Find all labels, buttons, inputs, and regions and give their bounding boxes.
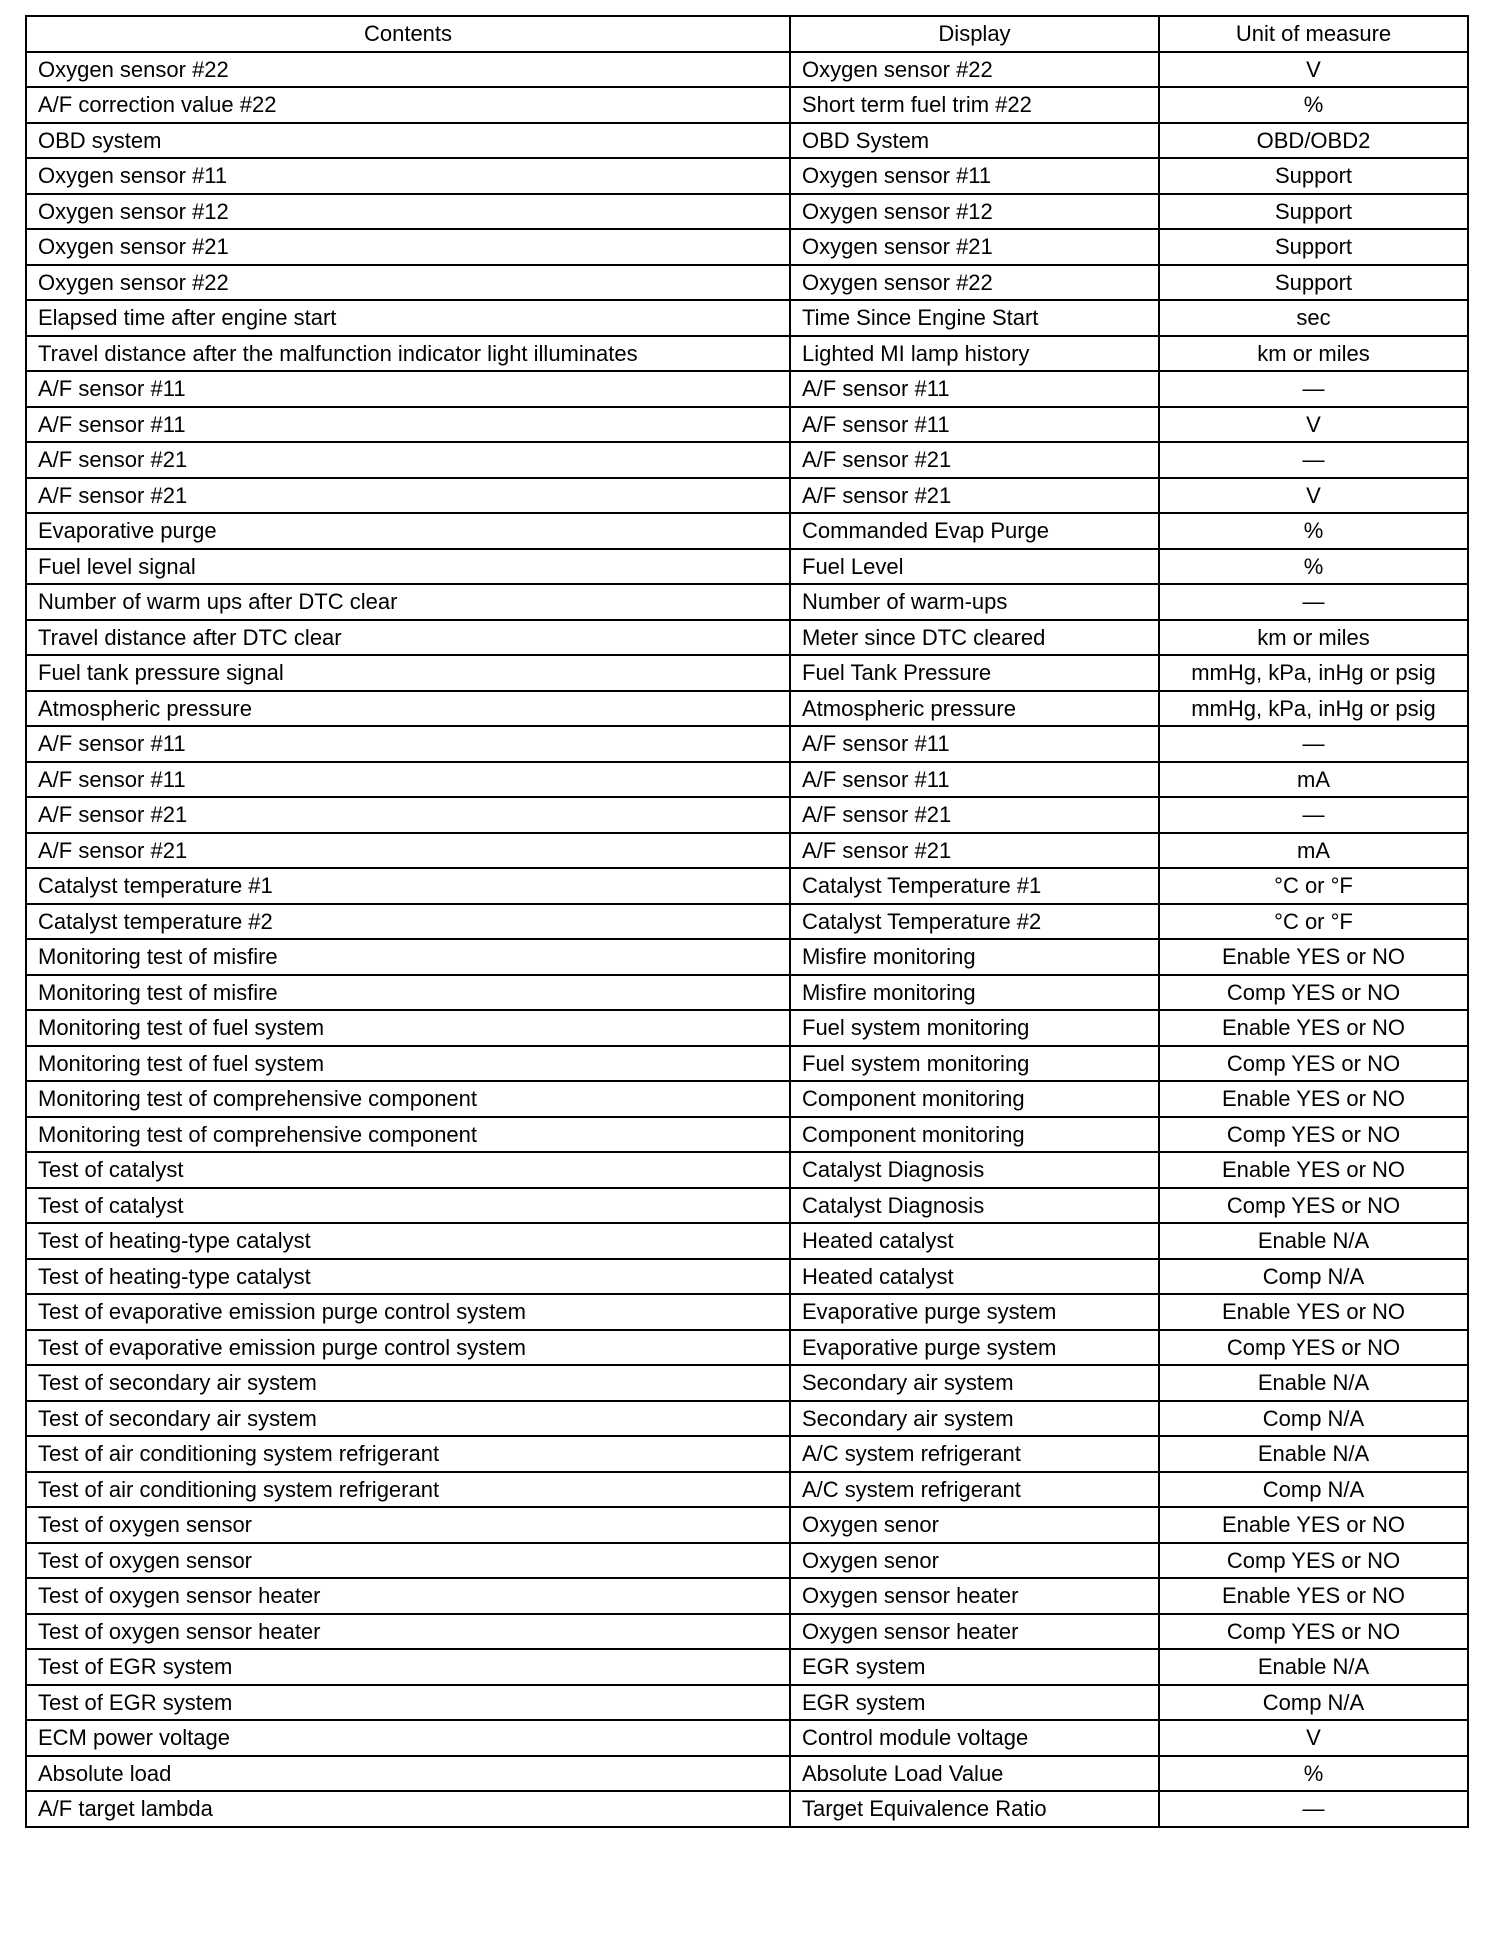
contents-cell: Elapsed time after engine start [26,300,790,336]
display-cell: Misfire monitoring [790,975,1159,1011]
table-row [26,620,1468,656]
display-cell: Misfire monitoring [790,939,1159,975]
table-row [26,762,1468,798]
contents-cell: Oxygen sensor #12 [26,194,790,230]
display-cell: Oxygen senor [790,1507,1159,1543]
display-cell: Evaporative purge system [790,1294,1159,1330]
contents-cell: Oxygen sensor #21 [26,229,790,265]
unit-cell: OBD/OBD2 [1159,123,1468,159]
table-row [26,1507,1468,1543]
table-row [26,229,1468,265]
contents-cell: Monitoring test of misfire [26,939,790,975]
display-cell: A/C system refrigerant [790,1436,1159,1472]
display-cell: Oxygen sensor #12 [790,194,1159,230]
unit-cell: Comp N/A [1159,1685,1468,1721]
contents-cell: Number of warm ups after DTC clear [26,584,790,620]
unit-cell: V [1159,407,1468,443]
table-row [26,868,1468,904]
unit-cell: km or miles [1159,336,1468,372]
table-row [26,1543,1468,1579]
display-cell: A/F sensor #11 [790,726,1159,762]
unit-cell: mA [1159,762,1468,798]
table-row [26,371,1468,407]
display-cell: A/F sensor #21 [790,478,1159,514]
contents-cell: Test of evaporative emission purge control system [26,1294,790,1330]
unit-cell: Enable YES or NO [1159,1152,1468,1188]
unit-cell: Enable N/A [1159,1436,1468,1472]
table-row [26,726,1468,762]
unit-cell: % [1159,513,1468,549]
table-row [26,1436,1468,1472]
contents-cell: Oxygen sensor #22 [26,265,790,301]
display-cell: Oxygen sensor heater [790,1614,1159,1650]
display-cell: Oxygen sensor #11 [790,158,1159,194]
display-cell: Absolute Load Value [790,1756,1159,1792]
contents-cell: A/F correction value #22 [26,87,790,123]
contents-cell: ECM power voltage [26,1720,790,1756]
table-row [26,833,1468,869]
table-row [26,442,1468,478]
contents-cell: Test of EGR system [26,1649,790,1685]
display-cell: Catalyst Temperature #2 [790,904,1159,940]
display-cell: Target Equivalence Ratio [790,1791,1159,1827]
contents-cell: Travel distance after the malfunction indicator light illuminates [26,336,790,372]
unit-cell: km or miles [1159,620,1468,656]
contents-cell: Test of heating-type catalyst [26,1223,790,1259]
table-row [26,691,1468,727]
table-row [26,939,1468,975]
contents-cell: A/F sensor #11 [26,726,790,762]
table-row [26,1010,1468,1046]
contents-cell: Atmospheric pressure [26,691,790,727]
contents-cell: Test of secondary air system [26,1365,790,1401]
display-cell: A/F sensor #21 [790,833,1159,869]
display-cell: Oxygen sensor heater [790,1578,1159,1614]
display-cell: Secondary air system [790,1365,1159,1401]
contents-cell: Monitoring test of misfire [26,975,790,1011]
table-row [26,1188,1468,1224]
table-row [26,87,1468,123]
table-row [26,158,1468,194]
table-row [26,797,1468,833]
unit-cell: V [1159,1720,1468,1756]
unit-cell: V [1159,52,1468,88]
unit-cell: Comp YES or NO [1159,1330,1468,1366]
table-row [26,975,1468,1011]
contents-cell: A/F sensor #21 [26,833,790,869]
unit-cell: Enable YES or NO [1159,939,1468,975]
unit-cell: Comp N/A [1159,1259,1468,1295]
contents-cell: Monitoring test of comprehensive component [26,1117,790,1153]
table-row [26,1081,1468,1117]
table-row [26,904,1468,940]
unit-cell: % [1159,1756,1468,1792]
contents-cell: A/F sensor #11 [26,407,790,443]
display-cell: Oxygen sensor #22 [790,265,1159,301]
unit-cell: mmHg, kPa, inHg or psig [1159,691,1468,727]
unit-cell: Support [1159,158,1468,194]
data-monitor-table [25,15,1469,1828]
unit-cell: Enable YES or NO [1159,1081,1468,1117]
display-cell: EGR system [790,1685,1159,1721]
unit-cell: Enable YES or NO [1159,1010,1468,1046]
unit-cell: — [1159,442,1468,478]
table-row [26,1152,1468,1188]
unit-cell: Comp YES or NO [1159,1614,1468,1650]
table-row [26,584,1468,620]
display-cell: Catalyst Diagnosis [790,1152,1159,1188]
display-cell: Catalyst Temperature #1 [790,868,1159,904]
unit-cell: Comp YES or NO [1159,1046,1468,1082]
header-row [26,16,1468,52]
unit-cell: Comp N/A [1159,1472,1468,1508]
display-cell: Component monitoring [790,1081,1159,1117]
display-cell: Component monitoring [790,1117,1159,1153]
unit-cell: Support [1159,229,1468,265]
unit-cell: — [1159,797,1468,833]
table-row [26,1330,1468,1366]
contents-cell: A/F sensor #21 [26,478,790,514]
contents-cell: Test of heating-type catalyst [26,1259,790,1295]
table-row [26,655,1468,691]
unit-cell: Comp N/A [1159,1401,1468,1437]
table-row [26,1294,1468,1330]
display-cell: Commanded Evap Purge [790,513,1159,549]
unit-cell: Support [1159,265,1468,301]
contents-cell: A/F sensor #11 [26,762,790,798]
table-row [26,1223,1468,1259]
unit-cell: Enable YES or NO [1159,1578,1468,1614]
display-cell: Oxygen senor [790,1543,1159,1579]
display-cell: A/F sensor #21 [790,442,1159,478]
table-row [26,265,1468,301]
table-row [26,336,1468,372]
unit-cell: Comp YES or NO [1159,1188,1468,1224]
contents-cell: Test of catalyst [26,1152,790,1188]
unit-cell: Comp YES or NO [1159,1543,1468,1579]
unit-cell: Comp YES or NO [1159,1117,1468,1153]
contents-cell: Absolute load [26,1756,790,1792]
display-cell: A/C system refrigerant [790,1472,1159,1508]
table-row [26,407,1468,443]
display-cell: A/F sensor #21 [790,797,1159,833]
display-cell: Short term fuel trim #22 [790,87,1159,123]
contents-cell: A/F sensor #21 [26,442,790,478]
contents-cell: Test of oxygen sensor heater [26,1614,790,1650]
contents-cell: Test of oxygen sensor [26,1507,790,1543]
contents-cell: A/F sensor #21 [26,797,790,833]
contents-cell: OBD system [26,123,790,159]
display-cell: EGR system [790,1649,1159,1685]
contents-cell: Test of catalyst [26,1188,790,1224]
unit-cell: Enable YES or NO [1159,1507,1468,1543]
unit-cell: Support [1159,194,1468,230]
table-row [26,52,1468,88]
header-display: Display [790,16,1159,52]
table-row [26,1046,1468,1082]
unit-cell: mmHg, kPa, inHg or psig [1159,655,1468,691]
display-cell: Fuel Tank Pressure [790,655,1159,691]
unit-cell: °C or °F [1159,868,1468,904]
table-row [26,1259,1468,1295]
unit-cell: °C or °F [1159,904,1468,940]
table-row [26,1472,1468,1508]
display-cell: Evaporative purge system [790,1330,1159,1366]
display-cell: A/F sensor #11 [790,371,1159,407]
table-row [26,300,1468,336]
display-cell: Oxygen sensor #21 [790,229,1159,265]
table-row [26,513,1468,549]
unit-cell: Enable YES or NO [1159,1294,1468,1330]
display-cell: Number of warm-ups [790,584,1159,620]
unit-cell: V [1159,478,1468,514]
contents-cell: Oxygen sensor #11 [26,158,790,194]
table-row [26,549,1468,585]
header-unit: Unit of measure [1159,16,1468,52]
table-row [26,1578,1468,1614]
display-cell: OBD System [790,123,1159,159]
contents-cell: Fuel level signal [26,549,790,585]
unit-cell: % [1159,549,1468,585]
unit-cell: Enable N/A [1159,1223,1468,1259]
contents-cell: A/F target lambda [26,1791,790,1827]
table-row [26,1614,1468,1650]
unit-cell: Enable N/A [1159,1649,1468,1685]
display-cell: Secondary air system [790,1401,1159,1437]
table-row [26,1117,1468,1153]
table-row [26,123,1468,159]
unit-cell: sec [1159,300,1468,336]
unit-cell: — [1159,371,1468,407]
unit-cell: Enable N/A [1159,1365,1468,1401]
table-row [26,1685,1468,1721]
unit-cell: mA [1159,833,1468,869]
table-row [26,1365,1468,1401]
table-row [26,1401,1468,1437]
contents-cell: Monitoring test of fuel system [26,1046,790,1082]
contents-cell: Monitoring test of comprehensive component [26,1081,790,1117]
contents-cell: Test of air conditioning system refrigerant [26,1472,790,1508]
display-cell: Fuel system monitoring [790,1046,1159,1082]
contents-cell: Monitoring test of fuel system [26,1010,790,1046]
contents-cell: Travel distance after DTC clear [26,620,790,656]
display-cell: Time Since Engine Start [790,300,1159,336]
unit-cell: — [1159,584,1468,620]
unit-cell: % [1159,87,1468,123]
contents-cell: Test of oxygen sensor heater [26,1578,790,1614]
table-row [26,1791,1468,1827]
contents-cell: Test of oxygen sensor [26,1543,790,1579]
contents-cell: Test of secondary air system [26,1401,790,1437]
unit-cell: Comp YES or NO [1159,975,1468,1011]
contents-cell: Oxygen sensor #22 [26,52,790,88]
contents-cell: Test of evaporative emission purge control system [26,1330,790,1366]
contents-cell: Test of air conditioning system refrigerant [26,1436,790,1472]
header-contents: Contents [26,16,790,52]
table-row [26,1720,1468,1756]
display-cell: Lighted MI lamp history [790,336,1159,372]
table-row [26,194,1468,230]
display-cell: Heated catalyst [790,1223,1159,1259]
display-cell: Atmospheric pressure [790,691,1159,727]
contents-cell: Test of EGR system [26,1685,790,1721]
display-cell: Oxygen sensor #22 [790,52,1159,88]
display-cell: Control module voltage [790,1720,1159,1756]
display-cell: Meter since DTC cleared [790,620,1159,656]
display-cell: A/F sensor #11 [790,762,1159,798]
display-cell: Catalyst Diagnosis [790,1188,1159,1224]
display-cell: Fuel system monitoring [790,1010,1159,1046]
table-row [26,1649,1468,1685]
contents-cell: Fuel tank pressure signal [26,655,790,691]
contents-cell: A/F sensor #11 [26,371,790,407]
display-cell: Heated catalyst [790,1259,1159,1295]
contents-cell: Evaporative purge [26,513,790,549]
contents-cell: Catalyst temperature #1 [26,868,790,904]
unit-cell: — [1159,1791,1468,1827]
display-cell: Fuel Level [790,549,1159,585]
table-row [26,1756,1468,1792]
table-row [26,478,1468,514]
display-cell: A/F sensor #11 [790,407,1159,443]
unit-cell: — [1159,726,1468,762]
contents-cell: Catalyst temperature #2 [26,904,790,940]
